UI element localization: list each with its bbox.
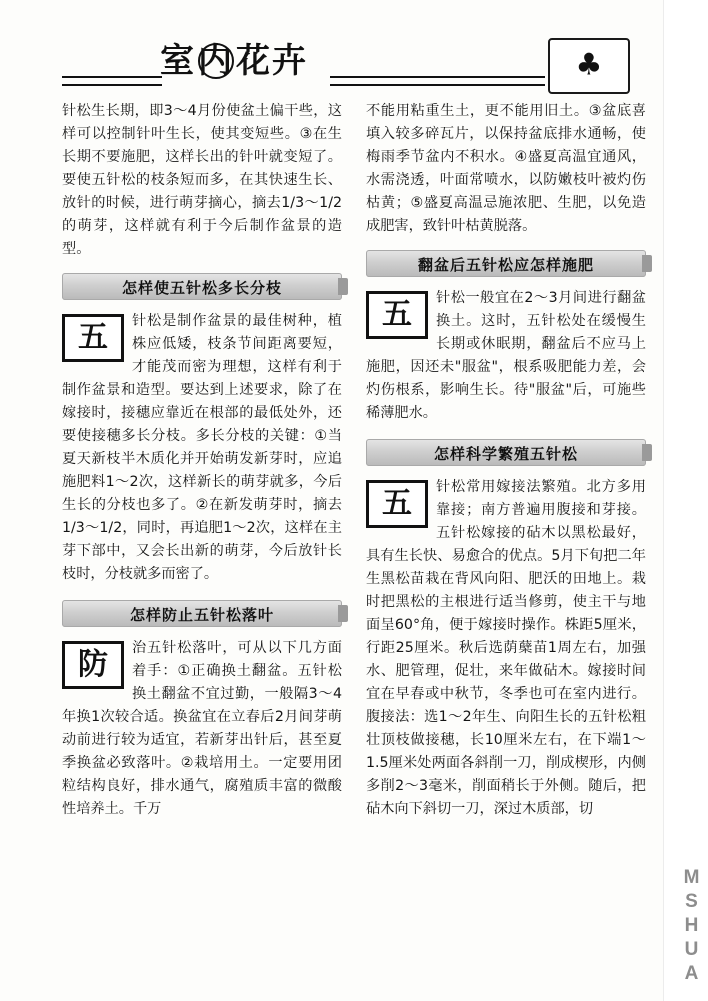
section-heading-propagation bbox=[366, 439, 646, 466]
header-rule-left bbox=[62, 76, 162, 86]
left-opening-paragraph: 针松生长期，即3～4月份使盆土偏干些，这样可以控制针叶生长，使其变短些。③在生长期不要施肥，这样长出的针叶就变短了。要使五针松的枝条短而多，在其快速生长、放针的时候，进行萌芽摘心，摘去1/3～1/2的萌芽，这样就有利于今后制作盆景的造型。 bbox=[62, 103, 342, 257]
section-body-fertilizing bbox=[366, 287, 646, 427]
section-heading-label: 怎样科学繁殖五针松 bbox=[433, 445, 578, 463]
page-title-prefix: 室 bbox=[160, 41, 196, 81]
section-body-multi-branch bbox=[62, 310, 342, 588]
section-heading-fertilizing bbox=[366, 250, 646, 277]
header-logo bbox=[548, 38, 630, 94]
dropcap-wu: 五 bbox=[366, 480, 428, 528]
watermark: MSHUA bbox=[681, 867, 702, 987]
dropcap-wu: 五 bbox=[62, 314, 124, 362]
left-column bbox=[62, 100, 342, 823]
page-header bbox=[0, 0, 708, 96]
page-edge bbox=[663, 0, 708, 1001]
section-heading-label: 翻盆后五针松应怎样施肥 bbox=[417, 256, 594, 274]
section-body-text: 针松是制作盆景的最佳树种，植株应低矮，枝条节间距离要短，才能茂而密为理想，这样有利于制作盆景和造型。要达到上述要求，除了在嫁接时，接穗应靠近在根部的最低处外，还要使接穗多长分枝。多长分枝的关键：①当夏天新枝半木质化并开始萌发新芽时，应追施肥料1～2次，这样新长的萌芽就多，今后生长的分枝也多了。②在新发萌芽时，摘去1/3～1/2，同时，再追肥1～2次，这样在主芽下部中，又会长出新的萌芽，今后放针长枝时，分枝就多而密了。 bbox=[62, 313, 342, 582]
section-heading-multi-branch bbox=[62, 273, 342, 300]
right-column bbox=[366, 100, 646, 823]
section-body-prevent-defoliation bbox=[62, 637, 342, 823]
page-title bbox=[160, 41, 308, 81]
dropcap-fang: 防 bbox=[62, 641, 124, 689]
section-heading-prevent-defoliation bbox=[62, 600, 342, 627]
section-heading-label: 怎样使五针松多长分枝 bbox=[121, 279, 282, 297]
section-body-text: 针松常用嫁接法繁殖。北方多用靠接；南方普遍用腹接和芽接。五针松嫁接的砧木以黑松最好，具有生长快、易愈合的优点。5月下旬把二年生黑松苗栽在背风向阳、肥沃的田地上。栽时把黑松的主根进行适当修剪，使主干与地面呈60°角，便于嫁接时操作。株距5厘米，行距25厘米。秋后选荫蘖苗1周左右，加强水、肥管理，促壮，来年做砧木。嫁接时间宜在早春或中秋节，冬季也可在室内进行。腹接法：选1～2年生、向阳生长的五针松粗壮顶枝做接穗，长10厘米左右，在下端1～1.5厘米处两面各斜削一刀，削成楔形，内侧多削2～3毫米，削面稍长于外侧。随后，把砧木向下斜切一刀，深过木质部，切 bbox=[366, 479, 646, 817]
dropcap-wu: 五 bbox=[366, 291, 428, 339]
page-title-circled: 内 bbox=[198, 41, 234, 81]
header-rule-right bbox=[330, 76, 545, 86]
section-body-text: 治五针松落叶，可从以下几方面着手：①正确换土翻盆。五针松换土翻盆不宜过勤，一般隔3～4年换1次较合适。换盆宜在立春后2月间芽萌动前进行较为适宜，若新芽出针后，甚至夏季换盆必致落叶。②栽培用土。一定要用团粒结构良好，排水通气，腐殖质丰富的微酸性培养土。千万 bbox=[62, 640, 342, 817]
right-opening-paragraph: 不能用粘重生土，更不能用旧土。③盆底喜填入较多碎瓦片，以保持盆底排水通畅，使梅雨季节盆内不积水。④盛夏高温宜通风，水需浇透，叶面常喷水，以防嫩枝叶被灼伤枯黄；⑤盛夏高温忌施浓肥、生肥，以免造成肥害，致针叶枯黄脱落。 bbox=[366, 103, 646, 234]
section-heading-label: 怎样防止五针松落叶 bbox=[129, 606, 274, 624]
page-title-suffix: 花卉 bbox=[236, 41, 308, 81]
section-body-text: 针松一般宜在2～3月间进行翻盆换土。这时，五针松处在缓慢生长期或休眠期，翻盆后不应马上施肥，因还未"服盆"，根系吸肥能力差，会灼伤根系，影响生长。待"服盆"后，可施些稀薄肥水。 bbox=[366, 290, 646, 421]
section-body-propagation bbox=[366, 476, 646, 823]
clover-icon: ♣ bbox=[575, 47, 603, 83]
